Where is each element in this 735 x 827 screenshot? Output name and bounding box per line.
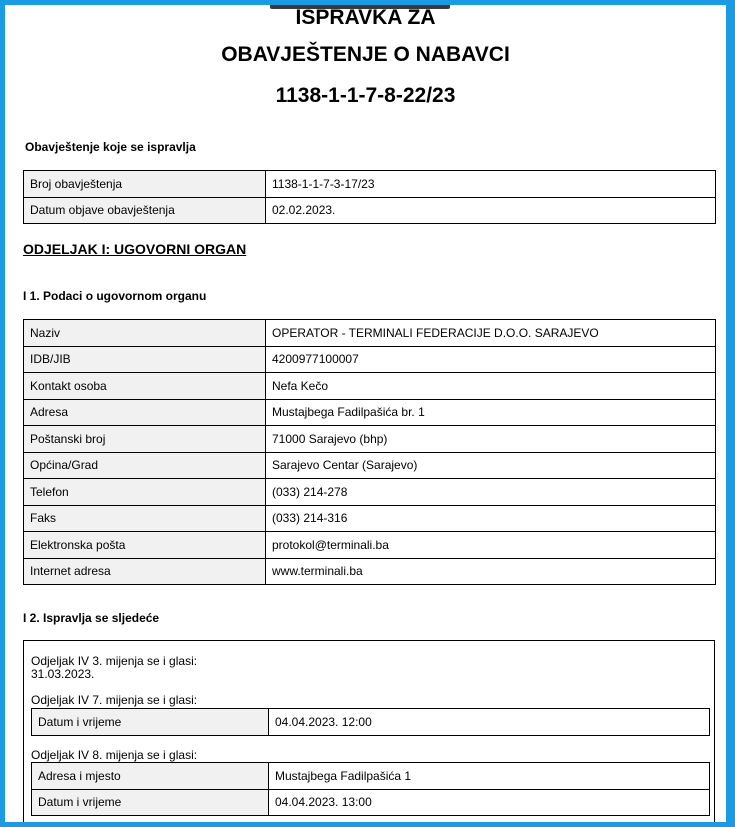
table-value: Mustajbega Fadilpašića br. 1 bbox=[266, 399, 716, 426]
table-key: Datum i vrijeme bbox=[32, 709, 269, 736]
table-row bbox=[24, 505, 716, 532]
table-key: Broj obavještenja bbox=[24, 171, 266, 198]
iv7-text: Odjeljak IV 7. mijenja se i glasi: bbox=[31, 693, 198, 707]
iv7-table bbox=[31, 708, 710, 736]
corrected-notice-table bbox=[23, 170, 716, 224]
title-line-1: ISPRAVKA ZA bbox=[295, 6, 436, 29]
table-row bbox=[24, 197, 716, 224]
table-row bbox=[32, 789, 710, 816]
corrected-notice-label: Obavještenje koje se ispravlja bbox=[25, 140, 196, 154]
table-row bbox=[24, 426, 716, 453]
corrections-box bbox=[23, 640, 715, 822]
table-row bbox=[24, 171, 716, 198]
table-key: Internet adresa bbox=[24, 558, 266, 585]
table-value: 71000 Sarajevo (bhp) bbox=[266, 426, 716, 453]
table-key: Datum objave obavještenja bbox=[24, 197, 266, 224]
iv3-text: Odjeljak IV 3. mijenja se i glasi: bbox=[31, 654, 198, 668]
table-value: Nefa Kečo bbox=[266, 373, 716, 400]
table-row bbox=[24, 532, 716, 559]
table-row bbox=[24, 373, 716, 400]
table-key: Telefon bbox=[24, 479, 266, 506]
table-value: OPERATOR - TERMINALI FEDERACIJE D.O.O. SARAJEVO bbox=[266, 320, 716, 347]
title-line-3: 1138-1-1-7-8-22/23 bbox=[275, 84, 456, 107]
table-value: Sarajevo Centar (Sarajevo) bbox=[266, 452, 716, 479]
table-value: protokol@terminali.ba bbox=[266, 532, 716, 559]
table-key: IDB/JIB bbox=[24, 346, 266, 373]
table-value: 1138-1-1-7-3-17/23 bbox=[266, 171, 716, 198]
table-row bbox=[32, 709, 710, 736]
iv8-text: Odjeljak IV 8. mijenja se i glasi: bbox=[31, 748, 198, 762]
table-key: Datum i vrijeme bbox=[32, 789, 269, 816]
table-row bbox=[24, 320, 716, 347]
subsection-1-label: I 1. Podaci o ugovornom organu bbox=[23, 289, 207, 303]
table-row bbox=[24, 399, 716, 426]
table-value: 04.04.2023. 12:00 bbox=[269, 709, 710, 736]
table-row bbox=[24, 346, 716, 373]
table-value: 04.04.2023. 13:00 bbox=[269, 789, 710, 816]
section-heading: ODJELJAK I: UGOVORNI ORGAN bbox=[23, 241, 247, 257]
table-key: Naziv bbox=[24, 320, 266, 347]
table-value: (033) 214-316 bbox=[266, 505, 716, 532]
iv8-table bbox=[31, 762, 710, 816]
table-key: Adresa bbox=[24, 399, 266, 426]
table-row bbox=[24, 479, 716, 506]
table-key: Poštanski broj bbox=[24, 426, 266, 453]
contracting-authority-table bbox=[23, 319, 716, 585]
title-line-2: OBAVJEŠTENJE O NABAVCI bbox=[221, 43, 510, 66]
table-key: Faks bbox=[24, 505, 266, 532]
table-value: 4200977100007 bbox=[266, 346, 716, 373]
table-key: Elektronska pošta bbox=[24, 532, 266, 559]
subsection-2-label: I 2. Ispravlja se sljedeće bbox=[23, 611, 160, 625]
table-value: 02.02.2023. bbox=[266, 197, 716, 224]
table-value: Mustajbega Fadilpašića 1 bbox=[269, 763, 710, 790]
table-row bbox=[32, 763, 710, 790]
iv3-value: 31.03.2023. bbox=[31, 667, 95, 681]
table-row bbox=[24, 452, 716, 479]
document-page bbox=[5, 5, 726, 822]
table-value: www.terminali.ba bbox=[266, 558, 716, 585]
table-key: Adresa i mjesto bbox=[32, 763, 269, 790]
table-key: Općina/Grad bbox=[24, 452, 266, 479]
table-key: Kontakt osoba bbox=[24, 373, 266, 400]
table-value: (033) 214-278 bbox=[266, 479, 716, 506]
table-row bbox=[24, 558, 716, 585]
